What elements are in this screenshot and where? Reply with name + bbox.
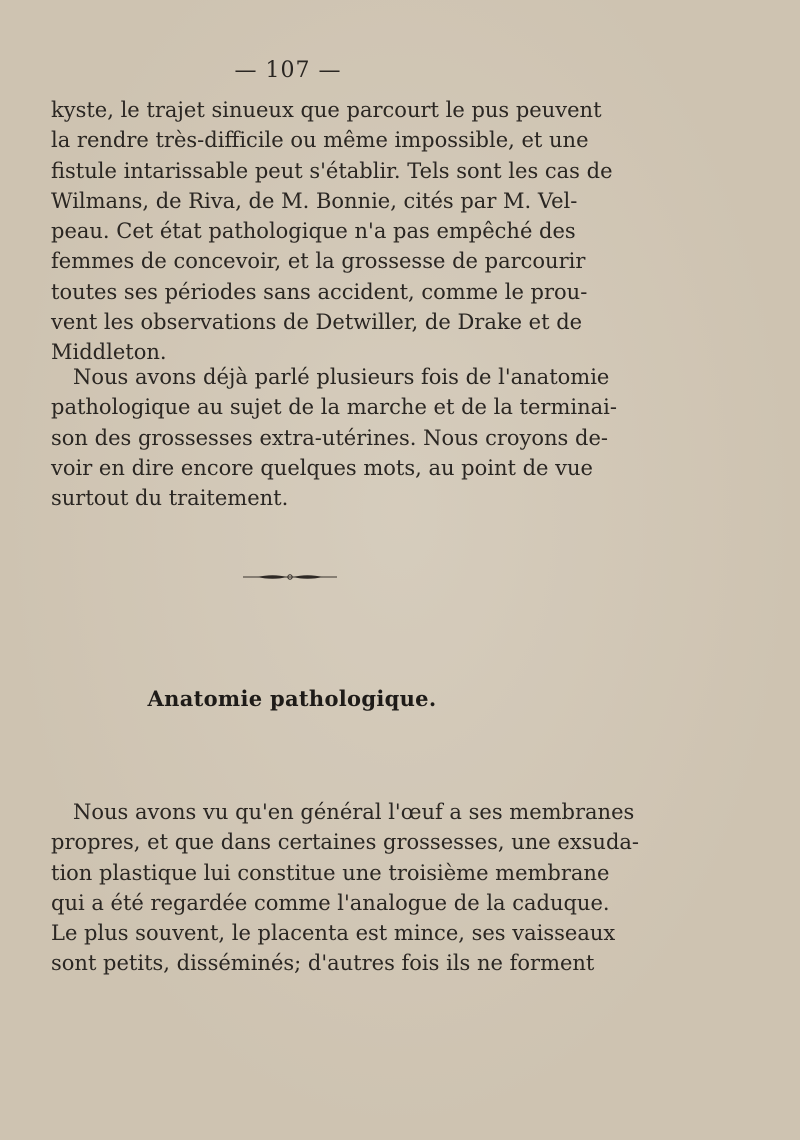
text-line: kyste, le trajet sinueux que parcourt le pus peuvent (51, 98, 602, 122)
paragraph-3 (51, 797, 640, 979)
text-line: femmes de concevoir, et la grossesse de parcourir (51, 249, 586, 274)
text-line: Wilmans, de Riva, de M. Bonnie, cités par M. Vel- (51, 188, 578, 213)
ornament-divider (243, 571, 337, 583)
text-line: sont petits, disséminés; d'autres fois ils ne forment (51, 951, 595, 976)
text-line: Le plus souvent, le placenta est mince, ses vaisseaux (51, 921, 616, 946)
text-line: propres, et que dans certaines grossesses, une exsuda- (51, 830, 640, 855)
paragraph-2 (51, 362, 617, 513)
text-line: la rendre très-difficile ou même impossible, et une (51, 128, 589, 153)
text-line: vent les observations de Detwiller, de Drake et de (51, 310, 583, 335)
text-line: son des grossesses extra-utérines. Nous croyons de- (51, 425, 608, 450)
text-line: surtout du traitement. (51, 486, 289, 511)
section-title: Anatomie pathologique. (147, 686, 437, 711)
text-line: Nous avons déjà parlé plusieurs fois de l'anatomie (73, 365, 610, 389)
text-line: peau. Cet état pathologique n'a pas empêché des (51, 219, 576, 244)
text-line: Nous avons vu qu'en général l'œuf a ses membranes (73, 800, 635, 824)
text-line: toutes ses périodes sans accident, comme le prou- (51, 279, 588, 304)
paragraph-1 (51, 95, 613, 368)
text-line: voir en dire encore quelques mots, au point de vue (51, 455, 593, 480)
text-line: qui a été regardée comme l'analogue de la caduque. (51, 890, 610, 915)
page-number: — 107 — (234, 58, 342, 83)
text-line: fistule intarissable peut s'établir. Tels sont les cas de (51, 158, 613, 183)
text-line: Middleton. (51, 340, 167, 365)
text-line: tion plastique lui constitue une troisième membrane (51, 860, 610, 885)
text-line: pathologique au sujet de la marche et de la terminai- (51, 395, 617, 420)
